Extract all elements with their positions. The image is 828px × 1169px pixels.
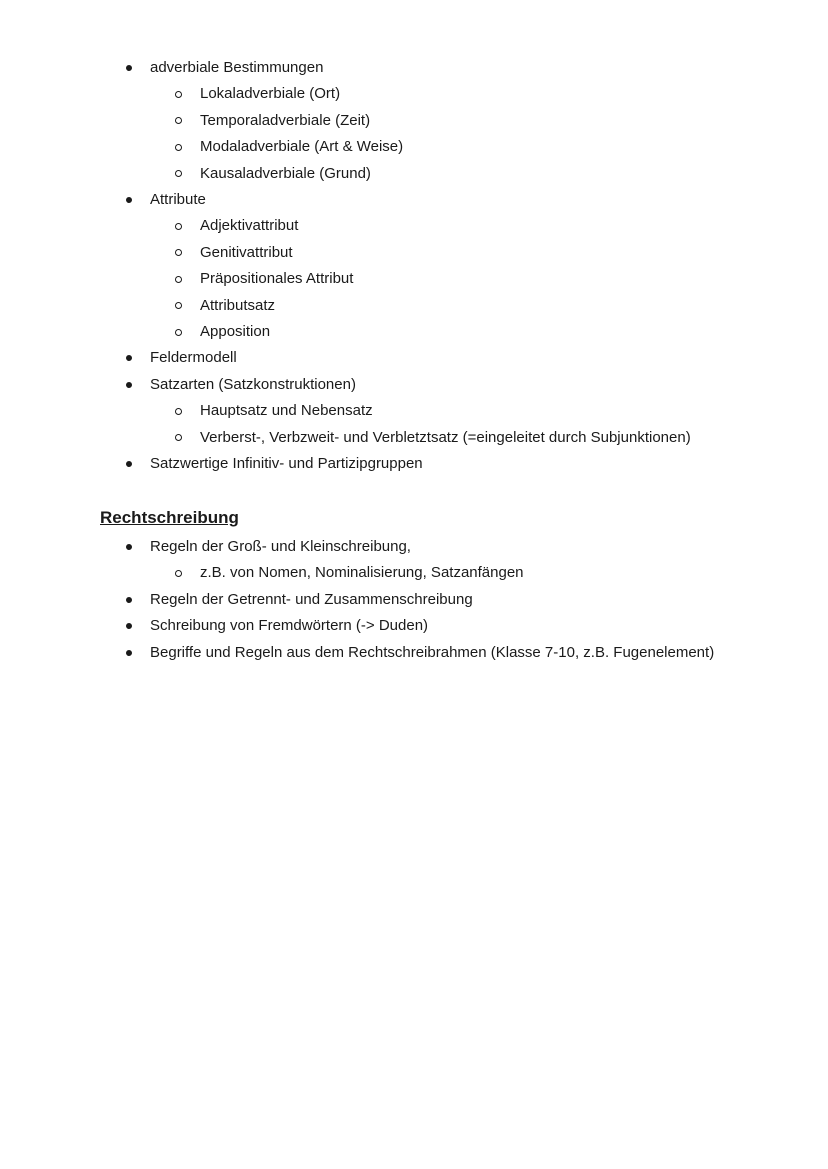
list-item <box>0 345 691 371</box>
bullet-icon <box>126 187 136 213</box>
bullet-icon <box>126 534 136 560</box>
sub-list-item-label: Kausaladverbiale (Grund) <box>200 164 371 182</box>
sub-list-item-label: Hauptsatz und Nebensatz <box>200 402 373 420</box>
sub-list <box>150 560 714 586</box>
sub-list-item-label: Adjektivattribut <box>200 217 299 235</box>
circle-bullet-icon <box>175 425 185 451</box>
sub-list <box>150 213 691 345</box>
sub-list-item <box>150 398 691 424</box>
circle-bullet-icon <box>175 319 185 345</box>
sub-list-item <box>150 161 691 187</box>
bullet-icon <box>126 640 136 666</box>
list-item <box>0 613 714 639</box>
list-item <box>0 451 691 477</box>
list-item-label: Schreibung von Fremdwörtern (-> Duden) <box>150 617 429 635</box>
sub-list-item-label: Präpositionales Attribut <box>200 270 354 288</box>
list-item-label: Satzwertige Infinitiv- und Partizipgruppen <box>150 455 423 473</box>
bullet-icon <box>126 55 136 81</box>
sub-list-item <box>150 108 691 134</box>
sub-list-item <box>150 266 691 292</box>
sub-list-item <box>150 319 691 345</box>
list-item-label: Regeln der Groß- und Kleinschreibung, <box>150 538 411 555</box>
circle-bullet-icon <box>175 108 185 134</box>
sub-list <box>150 81 691 187</box>
list-item-label: Feldermodell <box>150 349 237 367</box>
sub-list-item <box>150 560 714 586</box>
circle-bullet-icon <box>175 161 185 187</box>
list-item-label: Satzarten (Satzkonstruktionen) <box>150 375 356 393</box>
circle-bullet-icon <box>175 213 185 239</box>
list-item <box>0 640 714 666</box>
sub-list-item-label: Lokaladverbiale (Ort) <box>200 85 341 103</box>
spelling-topic-list <box>0 534 714 666</box>
circle-bullet-icon <box>175 134 185 160</box>
list-item <box>0 534 714 587</box>
sub-list-item-label: Modaladverbiale (Art & Weise) <box>200 138 404 156</box>
bullet-icon <box>126 613 136 639</box>
circle-bullet-icon <box>175 398 185 424</box>
circle-bullet-icon <box>175 293 185 319</box>
list-item-label: Attribute <box>150 191 206 209</box>
sub-list <box>150 398 691 451</box>
circle-bullet-icon <box>175 81 185 107</box>
list-item-label: adverbiale Bestimmungen <box>150 59 324 76</box>
sub-list-item <box>150 213 691 239</box>
bullet-icon <box>126 451 136 477</box>
list-item-label: Regeln der Getrennt- und Zusammenschreibung <box>150 590 473 608</box>
sub-list-item <box>150 293 691 319</box>
sub-list-item <box>150 240 691 266</box>
sub-list-item-label: Genitivattribut <box>200 243 293 261</box>
circle-bullet-icon <box>175 560 185 586</box>
grammar-topic-list <box>0 55 691 478</box>
sub-list-item-label: Verberst-, Verbzweit- und Verbletztsatz (=eingeleitet durch Subjunktionen) <box>200 428 691 446</box>
section-heading-rechtschreibung: Rechtschreibung <box>100 508 239 527</box>
bullet-icon <box>126 587 136 613</box>
sub-list-item-label: Apposition <box>200 323 271 341</box>
sub-list-item-label: Attributsatz <box>200 296 276 314</box>
list-item <box>0 187 691 345</box>
circle-bullet-icon <box>175 240 185 266</box>
list-item <box>0 55 691 187</box>
bullet-icon <box>126 372 136 398</box>
sub-list-item-label: z.B. von Nomen, Nominalisierung, Satzanfängen <box>200 564 524 582</box>
bullet-icon <box>126 345 136 371</box>
sub-list-item <box>150 81 691 107</box>
list-item-label: Begriffe und Regeln aus dem Rechtschreibrahmen (Klasse 7-10, z.B. Fugenelement) <box>150 643 715 661</box>
sub-list-item <box>150 425 691 451</box>
sub-list-item-label: Temporaladverbiale (Zeit) <box>200 111 371 129</box>
list-item <box>0 587 714 613</box>
list-item <box>0 372 691 451</box>
circle-bullet-icon <box>175 266 185 292</box>
sub-list-item <box>150 134 691 160</box>
